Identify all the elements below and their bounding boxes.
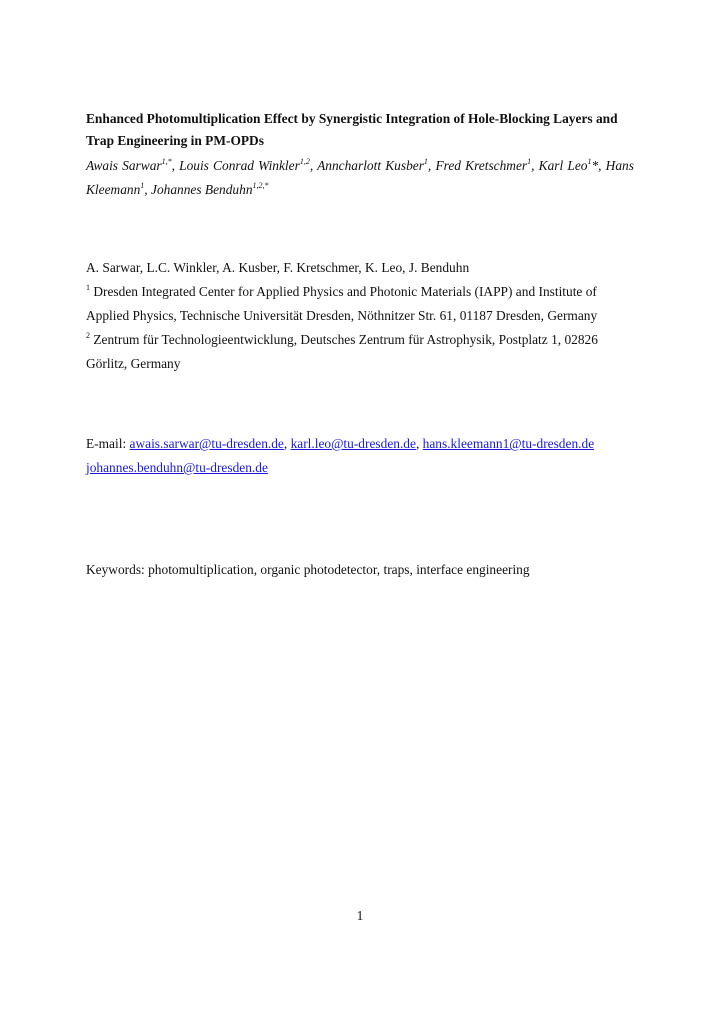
email-label: E-mail: [86, 436, 130, 451]
author-winkler: Louis Conrad Winkler$^{1,2}$, [179, 156, 318, 173]
email-link-sarwar[interactable]: awais.sarwar@tu-dresden.de [129, 436, 284, 451]
author-list [86, 154, 634, 202]
email-line: E-mail: awais.sarwar@tu-dresden.de, karl.leo@tu-dresden.de, hans.kleemann1@tu-dresden.de johannes.benduhn@tu-dresden.de [86, 436, 595, 475]
author-kretschmer: Fred Kretschmer$^1$, [435, 156, 539, 173]
keywords-line: Keywords: photomultiplication, organic photodetector, traps, interface engineering [86, 562, 530, 577]
author-kleemann: Hans Kleemann$^1$, [86, 158, 634, 197]
affiliations-block [86, 256, 634, 376]
author-leo: Karl Leo$^1$*, [538, 156, 606, 173]
author-sarwar: Awais Sarwar$^{1,*}$, [86, 156, 180, 173]
email-link-kleemann[interactable]: hans.kleemann1@tu-dresden.de [422, 436, 595, 451]
author-benduhn: Johannes Benduhn$^{1,2,*}$ [151, 180, 269, 197]
page-number: 1 [356, 908, 364, 923]
affiliation-2: $^2$ Zentrum für Technologieentwicklung, Deutsches Zentrum für Astrophysik, Postplatz 1, 02826 Görlitz, Germany [86, 330, 598, 371]
email-link-benduhn[interactable]: johannes.benduhn@tu-dresden.de [86, 460, 268, 475]
affiliation-1: $^1$ Dresden Integrated Center for Applied Physics and Photonic Materials (IAPP) and Institute of Applied Physics, Technische Universität Dresden, Nöthnitzer Str. 61, 01187 Dresden, Germany [86, 282, 598, 323]
paper-title: Enhanced Photomultiplication Effect by Synergistic Integration of Hole-Blocking Layers and Trap Engineering in PM-OPDs [86, 111, 618, 148]
email-link-leo[interactable]: karl.leo@tu-dresden.de [290, 436, 416, 451]
short-author-list: A. Sarwar, L.C. Winkler, A. Kusber, F. Kretschmer, K. Leo, J. Benduhn [86, 260, 470, 275]
author-kusber: Anncharlott Kusber$^1$, [317, 156, 436, 173]
